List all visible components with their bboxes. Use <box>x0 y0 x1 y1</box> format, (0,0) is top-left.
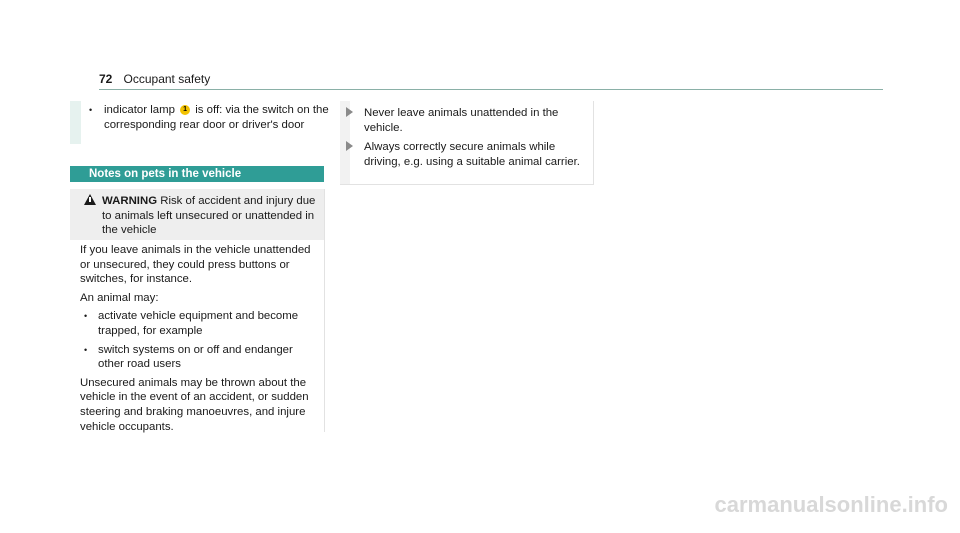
list-item-text: activate vehicle equipment and become trapped, for example <box>98 310 299 337</box>
watermark-text: carmanualsonline.info <box>714 492 948 517</box>
header-rule <box>99 89 883 90</box>
warning-paragraph: If you leave animals in the vehicle unattended or unsecured, they could press buttons or switches, for instance. <box>80 244 311 286</box>
warning-triangle-icon <box>84 194 96 205</box>
instruction-item <box>364 106 584 135</box>
arrow-right-icon <box>346 107 353 117</box>
page-title: Occupant safety <box>123 72 211 86</box>
bullet-icon: • <box>84 344 88 355</box>
warning-lead: Risk of accident and injury due to animals left unsecured or unattended in the vehicle <box>102 195 316 237</box>
list-item <box>89 103 329 132</box>
warning-paragraph: An animal may: <box>80 291 159 304</box>
page-header <box>99 72 210 88</box>
number-badge-icon: 1 <box>180 105 190 115</box>
warning-body <box>70 240 324 434</box>
continuation-block <box>70 101 329 144</box>
instruction-text: Never leave animals unattended in the vehicle. <box>364 107 559 134</box>
warning-header <box>70 189 324 240</box>
section-title: Notes on pets in the vehicle <box>89 168 242 180</box>
list-item-text: switch systems on or off and endanger other road users <box>98 343 293 371</box>
section-heading <box>70 166 324 182</box>
list-item <box>80 343 316 372</box>
list-item-text-end: is off: via the switch on the corresponding rear door or driver's door <box>104 104 329 131</box>
instruction-item <box>364 140 584 169</box>
warning-label: WARNING <box>102 195 158 207</box>
bullet-icon: • <box>84 311 88 322</box>
list-item <box>80 309 316 338</box>
bullet-icon: • <box>89 105 93 115</box>
warning-box <box>70 189 325 432</box>
instruction-box <box>340 101 594 185</box>
list-item-text-start: indicator lamp <box>104 104 175 116</box>
arrow-right-icon <box>346 141 353 151</box>
continuation-bar <box>70 101 81 144</box>
instruction-text: Always correctly secure animals while driving, e.g. using a suitable animal carrier. <box>364 141 580 168</box>
warning-paragraph: Unsecured animals may be thrown about the vehicle in the event of an accident, or sudden steering and braking manoeuvres, and injure vehicle occupants. <box>80 376 309 433</box>
page-number: 72 <box>99 72 113 86</box>
